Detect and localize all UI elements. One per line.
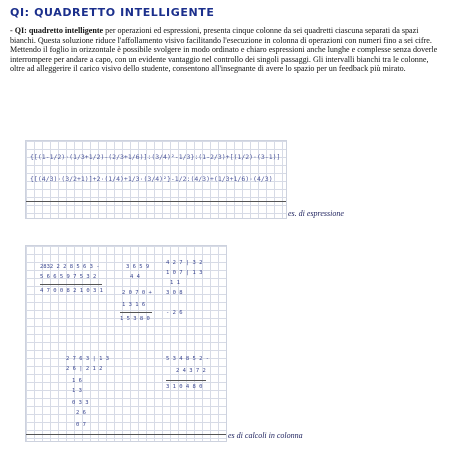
calc5-row1: 5 3 4 8 5 2 - xyxy=(166,356,210,362)
grid-underline-2 xyxy=(26,434,226,435)
calc5-rule xyxy=(166,380,206,381)
calc4-row3: 1 6 xyxy=(72,378,82,384)
calc1-row3: 4 7 0 0 8 2 1 0 3 1 xyxy=(40,288,103,294)
calc5-row3: 3 1 0 4 8 0 xyxy=(166,384,203,390)
calc4-row5: 0 3 3 xyxy=(72,400,89,406)
column-calculations-caption: es di calcoli in colonna xyxy=(228,431,303,440)
calc2-rule xyxy=(120,312,152,313)
calc4-row7: 0 7 xyxy=(76,422,86,428)
calc4-row1: 2 7 6 3 | 1 3 xyxy=(66,356,110,362)
expression-grid-figure xyxy=(25,140,287,219)
expression-caption: es. di espressione xyxy=(288,209,344,218)
column-calculations-grid-figure xyxy=(25,245,227,442)
calc2-row3: 2 0 7 0 + xyxy=(122,290,152,296)
paragraph-body: per operazioni ed espressioni, presenta cinque colonne da sei quadretti ciascuna separati da spazi bianchi. Questa soluzione riduce l'affollamento visivo facilitando l'esecuzione in colonna di operazioni con numeri fino a sei cifre. Mettendo il foglio in orizzontale è possibile svolgere in modo ordinato e chiaro espressioni anche lunghe e complesse senza doverle interrompere per andare a capo, con un evidente vantaggio nel controllo dei singoli passaggi. Gli intervalli bianchi tra le colonne, oltre ad alleggerire il carico visivo dello studente, consentono all'insegnante di avere lo spazio per un feedback più mirato. xyxy=(10,26,438,74)
page-title: QI: QUADRETTO INTELLIGENTE xyxy=(10,6,215,19)
calc4-row4: 1 3 xyxy=(72,388,82,394)
calc2-row4: 1 3 1 6 xyxy=(122,302,146,308)
calc3-row2: 1 0 7 | 1 3 xyxy=(166,270,203,276)
expression-line-2: {[(4/3)·(3/2+1)]+2·(1/4)+1/3·(3/4)²}-1/2:(4/3)+(1/3+1/6)·(4/3) xyxy=(30,175,273,183)
calc3-row3: 1 1 xyxy=(170,280,180,286)
expression-line-1: {[(1-1/2)·(1/3+1/2)-(2/3+1/6)]:(3/4)²-1/3}:(1-2/3)+[(1/2)·(3-1)] xyxy=(30,153,281,161)
calc3-row4: 3 0 8 xyxy=(166,290,183,296)
calc1-row2: 5 6 6 5 9 7 5 3 2 xyxy=(40,274,97,280)
paragraph-lead: - QI: quadretto intelligente xyxy=(10,26,104,35)
calc5-row2: 2 4 3 7 2 xyxy=(176,368,206,374)
grid-underline xyxy=(26,201,286,202)
calc3-row5: - 2 6 xyxy=(166,310,183,316)
calc3-row1: 4 2 7 | 3 2 xyxy=(166,260,203,266)
calc1-row1: 2832 2 2 8 5 6 3 - xyxy=(40,264,100,270)
calc2-row1: 3 6 5 9 xyxy=(126,264,150,270)
calc1-rule xyxy=(40,284,102,285)
description-paragraph xyxy=(10,26,442,74)
calc4-row2: 2 6 | 2 1 2 xyxy=(66,366,103,372)
calc4-row6: 2 6 xyxy=(76,410,86,416)
calc2-row2: 4 4 xyxy=(130,274,140,280)
calc2-row5: 1 5 3 8 0 xyxy=(120,316,150,322)
